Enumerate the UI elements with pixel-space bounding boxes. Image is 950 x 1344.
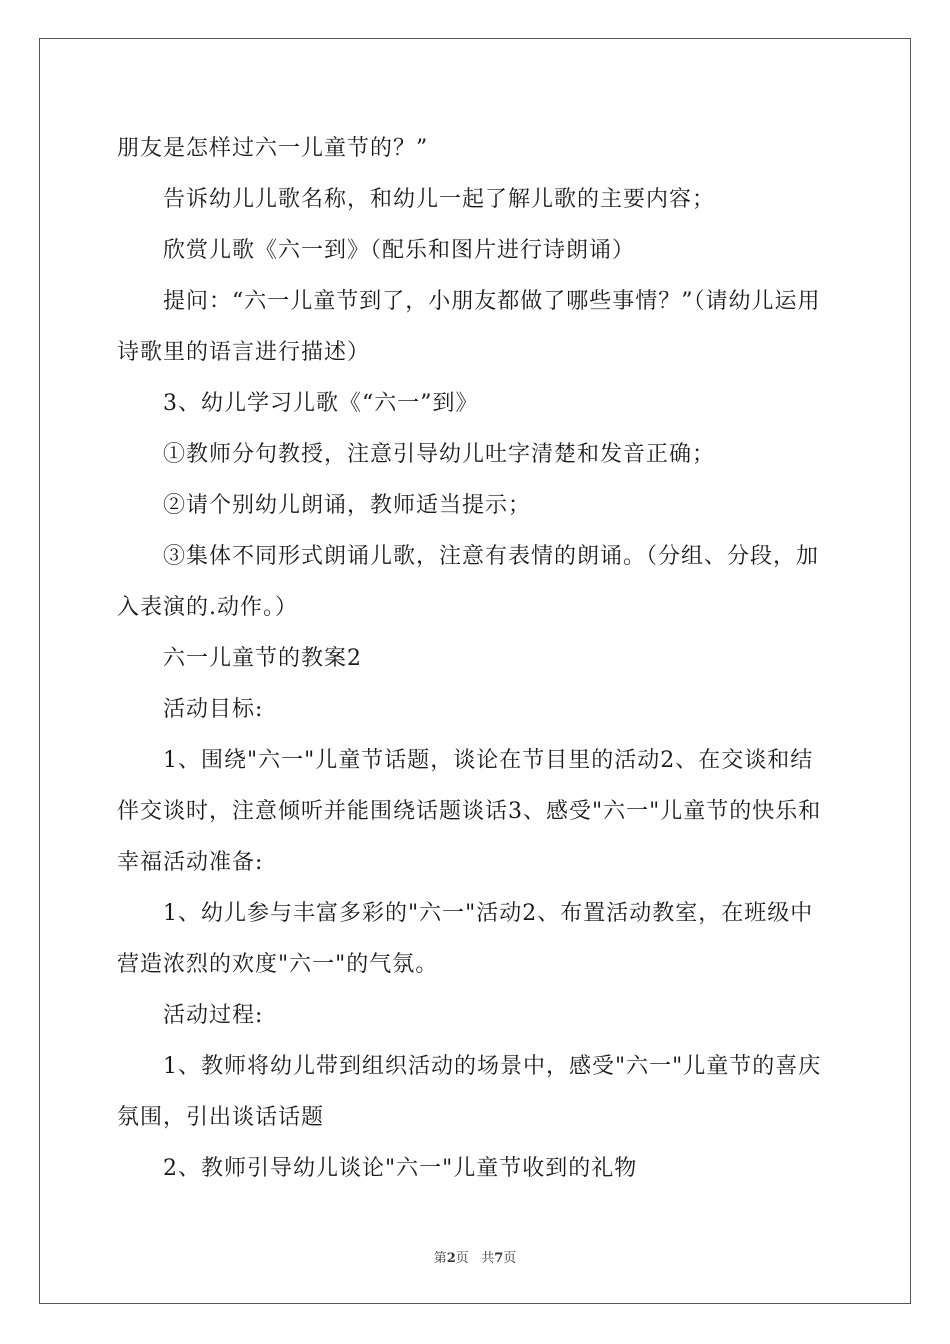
paragraph: ①教师分句教授，注意引导幼儿吐字清楚和发音正确； bbox=[163, 442, 716, 467]
document-body bbox=[117, 123, 833, 1194]
paragraph: 1、教师将幼儿带到组织活动的场景中，感受"六一"儿童节的喜庆氛围，引出谈话话题 bbox=[117, 1054, 822, 1130]
page-suffix: 页 bbox=[455, 1251, 469, 1266]
paragraph: 1、围绕"六一"儿童节话题，谈论在节目里的活动2、在交谈和结伴交谈时，注意倾听并能围绕话题谈话3、感受"六一"儿童节的快乐和幸福活动准备: bbox=[117, 748, 822, 875]
page-total: 7 bbox=[494, 1251, 504, 1266]
page-prefix: 第 bbox=[433, 1251, 447, 1266]
paragraph: 朋友是怎样过六一儿童节的？” bbox=[117, 136, 429, 161]
subheading: 活动目标: bbox=[163, 697, 264, 722]
paragraph: 告诉幼儿儿歌名称，和幼儿一起了解儿歌的主要内容； bbox=[163, 187, 716, 212]
paragraph: 1、幼儿参与丰富多彩的"六一"活动2、布置活动教室，在班级中营造浓烈的欢度"六一"的气氛。 bbox=[117, 901, 814, 977]
subheading: 活动过程: bbox=[163, 1003, 264, 1028]
page-current: 2 bbox=[446, 1251, 456, 1266]
paragraph: 提问：“六一儿童节到了，小朋友都做了哪些事情？”（请幼儿运用诗歌里的语言进行描述） bbox=[117, 289, 821, 365]
total-suffix: 页 bbox=[503, 1251, 517, 1266]
total-prefix: 共 bbox=[481, 1251, 495, 1266]
paragraph: 欣赏儿歌《六一到》（配乐和图片进行诗朗诵） bbox=[163, 238, 636, 263]
section-heading: 六一儿童节的教案2 bbox=[163, 646, 362, 671]
page-footer bbox=[0, 1247, 950, 1266]
paragraph: 3、幼儿学习儿歌《“六一”到》 bbox=[163, 391, 479, 416]
paragraph: 2、教师引导幼儿谈论"六一"儿童节收到的礼物 bbox=[163, 1156, 638, 1181]
paragraph: ②请个别幼儿朗诵，教师适当提示； bbox=[163, 493, 532, 518]
paragraph: ③集体不同形式朗诵儿歌，注意有表情的朗诵。（分组、分段，加入表演的.动作。） bbox=[117, 544, 820, 620]
